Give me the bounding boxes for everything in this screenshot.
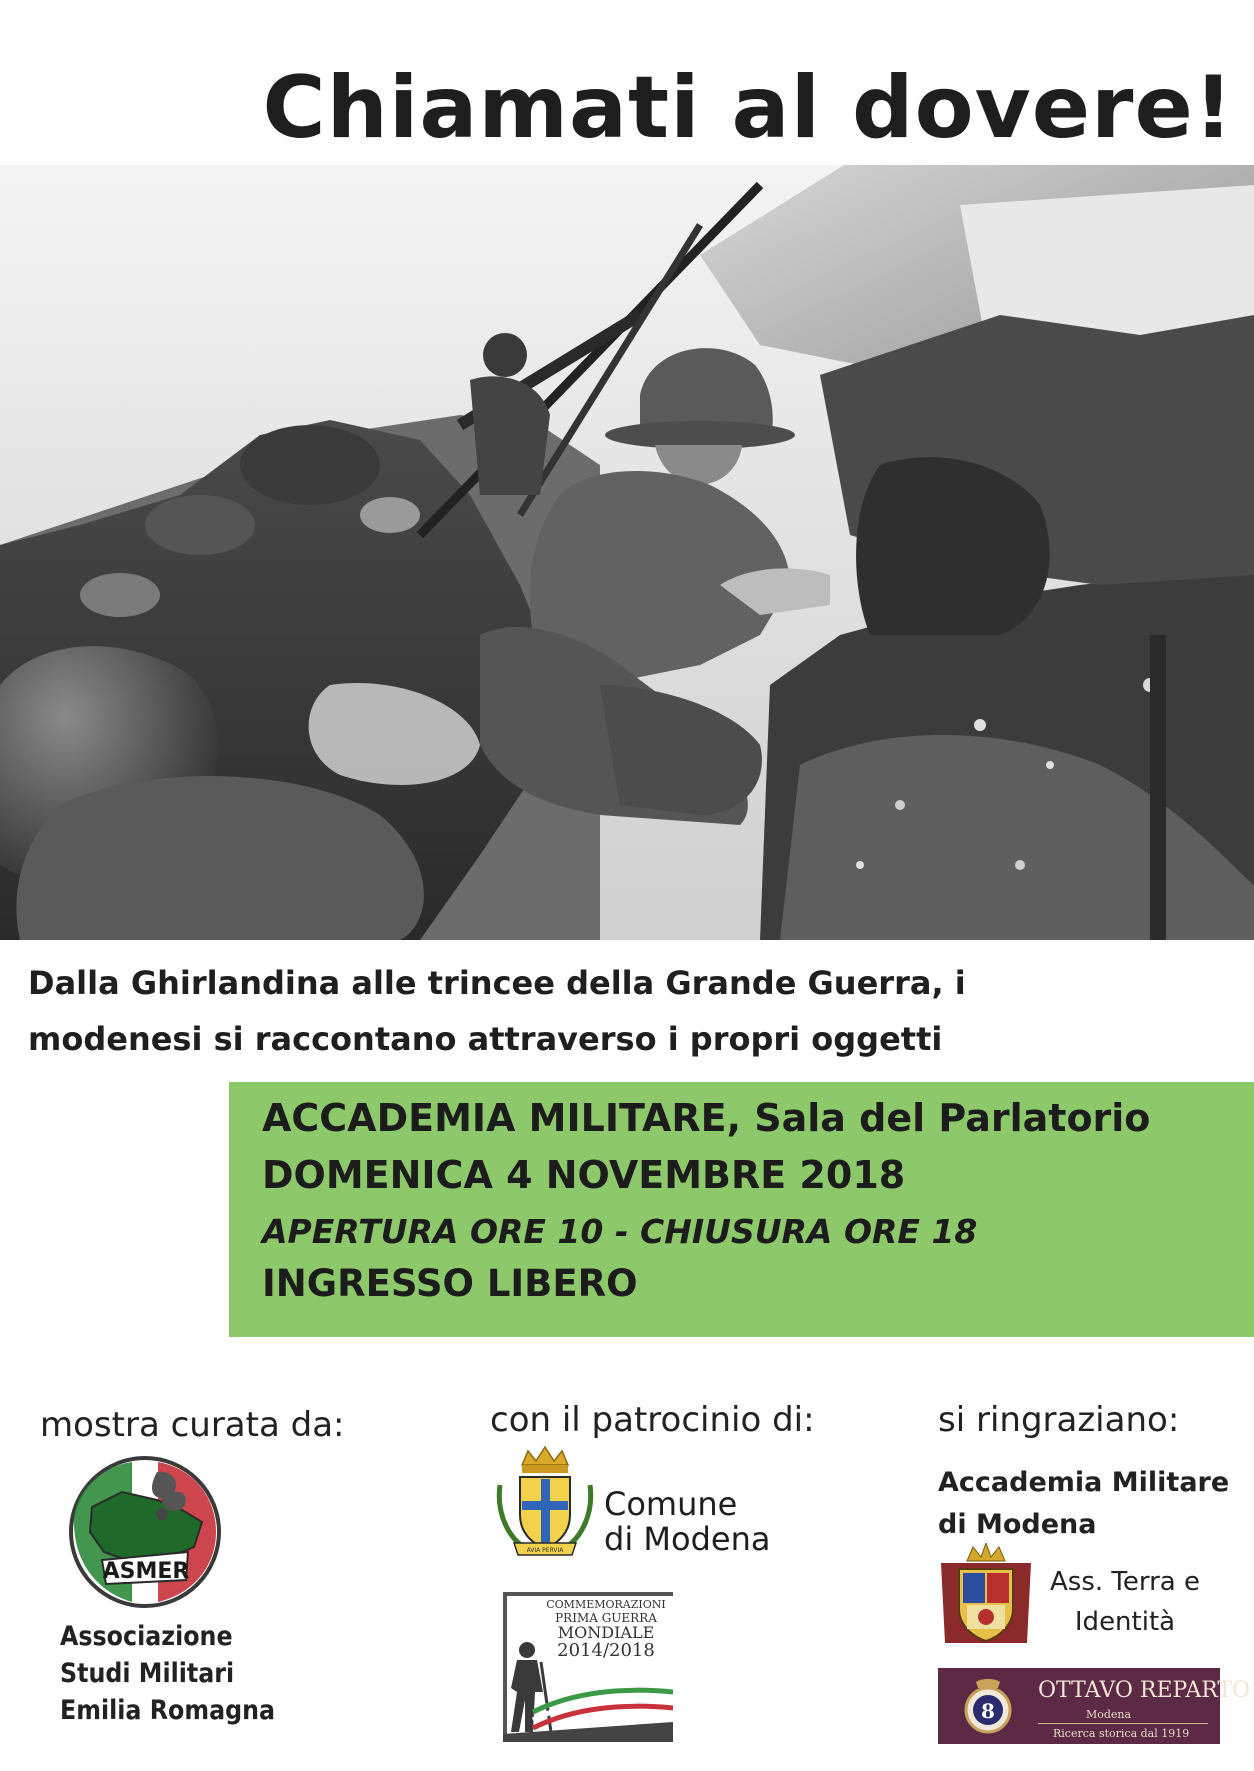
accademia-militare-label <box>938 1462 1229 1546</box>
crown-icon <box>967 1543 1005 1561</box>
ottavo-tagline: Ricerca storica dal 1919 <box>1053 1727 1190 1740</box>
thanks-heading: si ringraziano: <box>938 1400 1180 1440</box>
ottavo-badge-number: 8 <box>981 1699 995 1723</box>
event-hours: APERTURA ORE 10 - CHIUSURA ORE 18 <box>262 1212 978 1251</box>
terra-identita-crest <box>937 1543 1035 1651</box>
event-date: DOMENICA 4 NOVEMBRE 2018 <box>262 1153 906 1197</box>
academy-line: di Modena <box>938 1509 1097 1540</box>
ottavo-divider <box>1038 1723 1208 1724</box>
exhibition-subtitle <box>28 955 1228 1067</box>
comune-line: Comune <box>604 1485 738 1523</box>
ottavo-title: OTTAVO REPARTO <box>1038 1678 1251 1703</box>
commemoration-line: 2014/2018 <box>557 1640 655 1661</box>
soldier-silhouette-icon <box>511 1642 551 1732</box>
curated-heading: mostra curata da: <box>40 1405 345 1445</box>
commemoration-line: MONDIALE <box>557 1623 655 1642</box>
commemoration-line: PRIMA GUERRA <box>555 1611 657 1625</box>
page-title: Chiamati al dovere! <box>262 58 1234 158</box>
event-entry: INGRESSO LIBERO <box>262 1262 638 1305</box>
curator-name <box>60 1618 275 1729</box>
academy-line: Accademia Militare <box>938 1467 1230 1498</box>
terra-line: Identità <box>1074 1607 1176 1637</box>
ottavo-reparto-logo <box>938 1668 1251 1744</box>
asmer-logo-text: ASMER <box>102 1559 190 1584</box>
patronage-heading: con il patrocinio di: <box>490 1400 815 1440</box>
trench-photograph <box>0 165 1254 940</box>
curator-name-line: Associazione <box>60 1621 233 1652</box>
ottavo-badge-icon <box>958 1676 1018 1740</box>
terra-identita-label <box>1045 1562 1205 1642</box>
crest-motto: AVIA PERVIA <box>526 1547 564 1554</box>
commemorazioni-logo <box>503 1592 673 1746</box>
comune-di-modena-crest <box>492 1445 598 1564</box>
comune-line: di Modena <box>604 1520 771 1558</box>
commemoration-line: COMMEMORAZIONI <box>546 1598 666 1611</box>
curator-name-line: Studi Militari <box>60 1658 235 1689</box>
crown-icon <box>522 1447 568 1473</box>
comune-di-modena-label <box>604 1487 770 1557</box>
subtitle-line-2: modenesi si raccontano attraverso i propri oggetti <box>28 1020 943 1058</box>
event-info-box <box>229 1082 1254 1337</box>
terra-line: Ass. Terra e <box>1050 1567 1200 1597</box>
event-venue: ACCADEMIA MILITARE, Sala del Parlatorio <box>262 1096 1151 1140</box>
ottavo-city: Modena <box>1086 1708 1132 1721</box>
subtitle-line-1: Dalla Ghirlandina alle trincee della Grande Guerra, i <box>28 964 966 1002</box>
asmer-logo <box>62 1452 228 1616</box>
curator-name-line: Emilia Romagna <box>60 1695 276 1726</box>
